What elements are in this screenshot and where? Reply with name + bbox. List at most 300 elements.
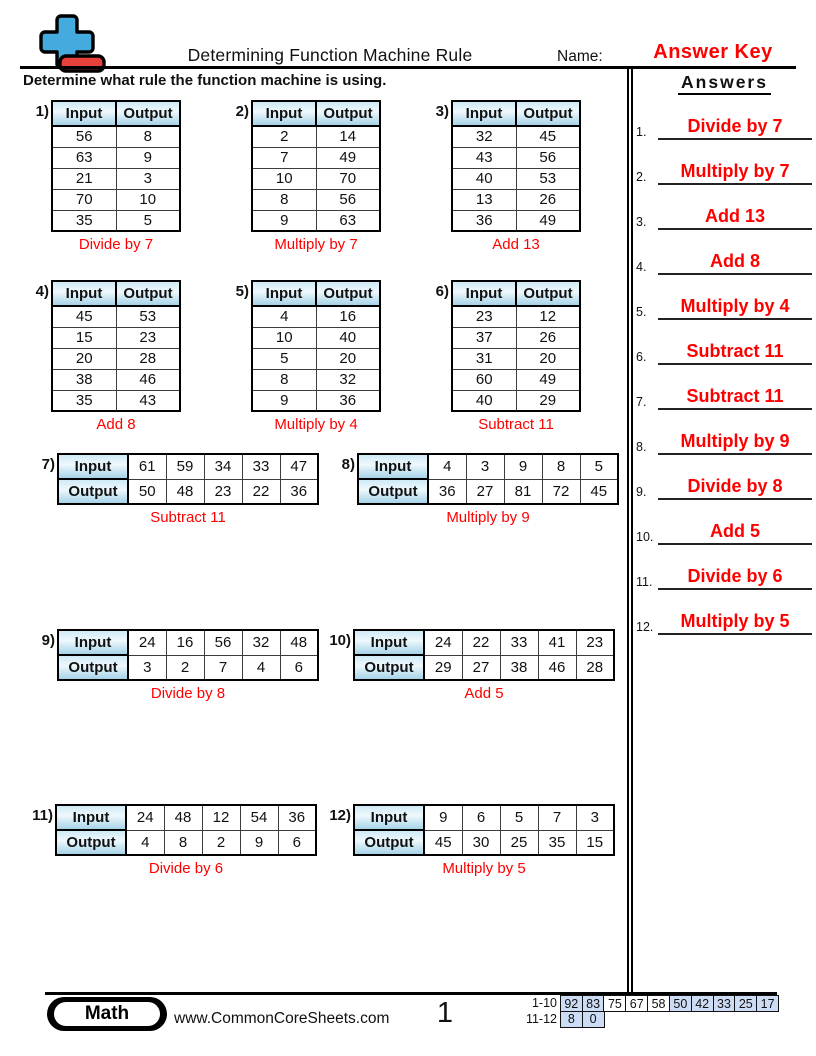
score-cell: 83 (582, 995, 605, 1012)
problem-answer: Divide by 6 (148, 860, 224, 877)
answer-blank-line (658, 198, 812, 230)
score-cell: 58 (647, 995, 670, 1012)
output-header-cell: Output (516, 281, 580, 306)
answer-text: Add 13 (704, 206, 765, 226)
answer-blank-line (658, 333, 812, 365)
output-cell: 32 (316, 369, 380, 390)
problem-answer: Add 5 (464, 685, 504, 702)
input-cell: 43 (452, 147, 516, 168)
table-row (452, 306, 580, 327)
input-cell: 15 (52, 327, 116, 348)
table-row (252, 390, 380, 411)
problem-body (51, 280, 181, 433)
input-header-cell: Input (354, 630, 424, 655)
output-cell: 12 (516, 306, 580, 327)
table-row (452, 147, 580, 168)
output-cell: 48 (166, 479, 204, 504)
output-header-cell: Output (56, 830, 126, 855)
output-header-cell: Output (316, 281, 380, 306)
problem-answer: Multiply by 7 (274, 236, 358, 253)
output-cell: 5 (116, 210, 180, 231)
answer-text: Multiply by 4 (680, 296, 790, 316)
input-cell: 10 (252, 168, 316, 189)
input-cell: 5 (252, 348, 316, 369)
table-row (252, 126, 380, 147)
output-header-cell: Output (116, 101, 180, 126)
function-table (51, 100, 181, 232)
answer-number: 4. (636, 260, 647, 274)
output-cell: 15 (576, 830, 614, 855)
input-header-cell: Input (58, 454, 128, 479)
header-divider-line (20, 66, 796, 69)
answer-item (636, 153, 812, 187)
problem-body (57, 453, 319, 526)
sidebar-divider-line (627, 69, 633, 993)
instruction-text: Determine what rule the function machine is using. (23, 72, 387, 89)
answer-number: 6. (636, 350, 647, 364)
input-row (354, 630, 614, 655)
answer-number: 11. (636, 575, 653, 589)
table-row (252, 306, 380, 327)
answer-text: Subtract 11 (686, 386, 784, 406)
input-cell: 9 (252, 210, 316, 231)
output-row (354, 655, 614, 680)
input-cell: 40 (452, 168, 516, 189)
input-cell: 32 (452, 126, 516, 147)
input-header-cell: Input (52, 101, 116, 126)
problem-body (451, 280, 581, 433)
page-number: 1 (436, 997, 454, 1029)
answer-item (636, 603, 812, 637)
problem-body (451, 100, 581, 253)
answer-number: 9. (636, 485, 647, 499)
problem-answer: Multiply by 4 (274, 416, 358, 433)
score-row-label: 11-12 (525, 1011, 557, 1026)
problem-answer: Divide by 8 (150, 685, 226, 702)
answer-blank-line (658, 108, 812, 140)
problem-body (251, 280, 381, 433)
output-cell: 50 (128, 479, 166, 504)
output-cell: 3 (128, 655, 166, 680)
problem-9 (27, 629, 319, 702)
input-cell: 60 (452, 369, 516, 390)
problem-3 (427, 100, 581, 253)
problem-2 (227, 100, 381, 253)
output-header-cell: Output (354, 655, 424, 680)
function-table (353, 804, 615, 856)
answer-number: 5. (636, 305, 647, 319)
answer-number: 12. (636, 620, 654, 634)
table-row (52, 369, 180, 390)
function-table (57, 629, 319, 681)
output-cell: 16 (316, 306, 380, 327)
problem-12 (323, 804, 615, 877)
input-header-cell: Input (252, 101, 316, 126)
output-row (56, 830, 316, 855)
output-cell: 2 (166, 655, 204, 680)
output-cell: 7 (204, 655, 242, 680)
score-cell: 25 (734, 995, 757, 1012)
problem-7 (27, 453, 319, 526)
table-header-row (452, 101, 580, 126)
function-table (251, 100, 381, 232)
output-cell: 2 (202, 830, 240, 855)
output-cell: 30 (462, 830, 500, 855)
output-cell: 4 (242, 655, 280, 680)
function-table (451, 280, 581, 412)
answer-blank-line (658, 603, 812, 635)
input-cell: 7 (252, 147, 316, 168)
input-cell: 7 (538, 805, 576, 830)
problem-6 (427, 280, 581, 433)
input-header-cell: Input (52, 281, 116, 306)
problem-10 (323, 629, 615, 702)
problem-number: 9) (41, 632, 55, 649)
output-cell: 72 (542, 479, 580, 504)
input-row (358, 454, 618, 479)
table-row (52, 168, 180, 189)
output-cell: 70 (316, 168, 380, 189)
input-cell: 41 (538, 630, 576, 655)
input-cell: 5 (500, 805, 538, 830)
input-cell: 32 (242, 630, 280, 655)
problem-4 (27, 280, 181, 433)
input-cell: 9 (252, 390, 316, 411)
output-cell: 40 (316, 327, 380, 348)
problem-answer: Multiply by 5 (442, 860, 526, 877)
answer-text: Divide by 7 (687, 116, 783, 136)
output-cell: 53 (116, 306, 180, 327)
table-row (452, 189, 580, 210)
table-row (52, 189, 180, 210)
output-cell: 36 (428, 479, 466, 504)
table-row (52, 348, 180, 369)
problem-answer: Divide by 7 (78, 236, 154, 253)
input-cell: 20 (52, 348, 116, 369)
input-cell: 21 (52, 168, 116, 189)
problem-answer: Subtract 11 (150, 509, 226, 526)
answer-blank-line (658, 153, 812, 185)
score-cell: 92 (560, 995, 583, 1012)
answer-item (636, 108, 812, 142)
input-cell: 10 (252, 327, 316, 348)
output-cell: 49 (316, 147, 380, 168)
output-cell: 29 (516, 390, 580, 411)
output-cell: 22 (242, 479, 280, 504)
table-row (252, 348, 380, 369)
input-cell: 4 (428, 454, 466, 479)
input-cell: 8 (252, 189, 316, 210)
table-row (52, 147, 180, 168)
output-cell: 46 (116, 369, 180, 390)
input-cell: 40 (452, 390, 516, 411)
table-row (252, 327, 380, 348)
input-cell: 8 (252, 369, 316, 390)
answer-text: Multiply by 5 (680, 611, 790, 631)
output-cell: 25 (500, 830, 538, 855)
input-cell: 59 (166, 454, 204, 479)
output-cell: 36 (280, 479, 318, 504)
answer-text: Divide by 6 (687, 566, 783, 586)
input-cell: 5 (580, 454, 618, 479)
output-cell: 3 (116, 168, 180, 189)
problem-8 (327, 453, 619, 526)
output-cell: 28 (576, 655, 614, 680)
output-cell: 49 (516, 210, 580, 231)
output-cell: 9 (116, 147, 180, 168)
output-header-cell: Output (516, 101, 580, 126)
answer-blank-line (658, 558, 812, 590)
input-cell: 16 (166, 630, 204, 655)
input-cell: 36 (278, 805, 316, 830)
input-header-cell: Input (58, 630, 128, 655)
input-cell: 56 (204, 630, 242, 655)
input-cell: 35 (52, 210, 116, 231)
output-cell: 20 (516, 348, 580, 369)
output-header-cell: Output (316, 101, 380, 126)
answer-blank-line (658, 468, 812, 500)
function-table (55, 804, 317, 856)
plus-minus-math-icon (30, 12, 108, 74)
problem-number: 7) (41, 456, 55, 473)
output-cell: 29 (424, 655, 462, 680)
output-header-cell: Output (358, 479, 428, 504)
output-row (58, 479, 318, 504)
output-cell: 10 (116, 189, 180, 210)
output-header-cell: Output (58, 655, 128, 680)
input-cell: 12 (202, 805, 240, 830)
output-cell: 6 (278, 830, 316, 855)
input-cell: 37 (452, 327, 516, 348)
table-row (52, 327, 180, 348)
input-row (58, 454, 318, 479)
problem-number: 8) (341, 456, 355, 473)
problem-number: 4) (35, 283, 49, 300)
input-cell: 38 (52, 369, 116, 390)
input-cell: 13 (452, 189, 516, 210)
problem-body (353, 804, 615, 877)
answer-item (636, 198, 812, 232)
input-header-cell: Input (358, 454, 428, 479)
output-cell: 8 (116, 126, 180, 147)
answer-item (636, 378, 812, 412)
input-header-cell: Input (452, 281, 516, 306)
input-cell: 33 (242, 454, 280, 479)
table-row (452, 369, 580, 390)
input-cell: 23 (452, 306, 516, 327)
input-cell: 70 (52, 189, 116, 210)
input-cell: 6 (462, 805, 500, 830)
problem-5 (227, 280, 381, 433)
answer-item (636, 243, 812, 277)
input-cell: 48 (164, 805, 202, 830)
input-cell: 33 (500, 630, 538, 655)
name-value-answer-key: Answer Key (653, 41, 773, 63)
score-cell: 75 (603, 995, 626, 1012)
table-header-row (452, 281, 580, 306)
score-cell: 8 (560, 1011, 583, 1028)
problem-1 (27, 100, 181, 253)
input-cell: 34 (204, 454, 242, 479)
output-cell: 14 (316, 126, 380, 147)
input-cell: 61 (128, 454, 166, 479)
output-cell: 53 (516, 168, 580, 189)
score-cell: 0 (582, 1011, 605, 1028)
answer-number: 1. (636, 125, 647, 139)
answer-item (636, 333, 812, 367)
output-cell: 45 (580, 479, 618, 504)
table-row (252, 369, 380, 390)
output-header-cell: Output (116, 281, 180, 306)
answer-item (636, 288, 812, 322)
output-cell: 45 (424, 830, 462, 855)
table-row (252, 168, 380, 189)
output-cell: 27 (466, 479, 504, 504)
table-row (52, 126, 180, 147)
table-row (452, 126, 580, 147)
answer-number: 7. (636, 395, 647, 409)
output-cell: 6 (280, 655, 318, 680)
answer-blank-line (658, 288, 812, 320)
website-url: www.CommonCoreSheets.com (174, 1010, 390, 1027)
table-row (452, 327, 580, 348)
table-header-row (252, 281, 380, 306)
output-cell: 81 (504, 479, 542, 504)
input-header-cell: Input (252, 281, 316, 306)
problem-number: 2) (235, 103, 249, 120)
subject-badge-label: Math (54, 1002, 160, 1026)
output-cell: 46 (538, 655, 576, 680)
table-row (52, 390, 180, 411)
problem-number: 5) (235, 283, 249, 300)
score-grid (508, 995, 779, 1028)
input-cell: 24 (128, 630, 166, 655)
answer-item (636, 513, 812, 547)
answer-blank-line (658, 513, 812, 545)
output-cell: 43 (116, 390, 180, 411)
output-cell: 56 (316, 189, 380, 210)
function-table (357, 453, 619, 505)
answer-text: Multiply by 7 (680, 161, 790, 181)
score-cell: 50 (669, 995, 692, 1012)
problem-body (251, 100, 381, 253)
problem-number: 3) (435, 103, 449, 120)
output-cell: 36 (316, 390, 380, 411)
output-cell: 26 (516, 327, 580, 348)
problem-body (51, 100, 181, 253)
table-header-row (52, 101, 180, 126)
input-cell: 45 (52, 306, 116, 327)
table-row (452, 168, 580, 189)
answer-blank-line (658, 423, 812, 455)
output-header-cell: Output (58, 479, 128, 504)
name-label: Name: (557, 48, 603, 65)
answer-item (636, 423, 812, 457)
input-row (354, 805, 614, 830)
problem-11 (25, 804, 317, 877)
table-row (252, 189, 380, 210)
answer-number: 3. (636, 215, 647, 229)
input-cell: 31 (452, 348, 516, 369)
output-header-cell: Output (354, 830, 424, 855)
output-cell: 28 (116, 348, 180, 369)
problem-answer: Multiply by 9 (446, 509, 530, 526)
input-header-cell: Input (56, 805, 126, 830)
input-cell: 56 (52, 126, 116, 147)
answer-blank-line (658, 378, 812, 410)
output-cell: 23 (204, 479, 242, 504)
input-cell: 54 (240, 805, 278, 830)
input-cell: 35 (52, 390, 116, 411)
input-cell: 2 (252, 126, 316, 147)
output-cell: 45 (516, 126, 580, 147)
output-cell: 49 (516, 369, 580, 390)
answer-number: 8. (636, 440, 647, 454)
input-cell: 9 (504, 454, 542, 479)
answer-text: Divide by 8 (687, 476, 783, 496)
table-row (452, 390, 580, 411)
score-row (508, 995, 779, 1012)
answer-text: Add 5 (709, 521, 760, 541)
problem-number: 10) (329, 632, 351, 649)
output-row (358, 479, 618, 504)
input-header-cell: Input (452, 101, 516, 126)
answer-number: 2. (636, 170, 647, 184)
input-cell: 8 (542, 454, 580, 479)
output-row (354, 830, 614, 855)
input-cell: 36 (452, 210, 516, 231)
answers-heading: Answers (633, 72, 816, 93)
input-cell: 24 (126, 805, 164, 830)
input-cell: 48 (280, 630, 318, 655)
output-cell: 63 (316, 210, 380, 231)
table-header-row (52, 281, 180, 306)
input-header-cell: Input (354, 805, 424, 830)
output-row (58, 655, 318, 680)
input-row (58, 630, 318, 655)
answer-text: Multiply by 9 (680, 431, 790, 451)
input-cell: 4 (252, 306, 316, 327)
output-cell: 8 (164, 830, 202, 855)
answer-item (636, 468, 812, 502)
problem-number: 1) (35, 103, 49, 120)
function-table (451, 100, 581, 232)
table-row (252, 147, 380, 168)
input-cell: 23 (576, 630, 614, 655)
output-cell: 38 (500, 655, 538, 680)
problem-number: 12) (329, 807, 351, 824)
output-cell: 20 (316, 348, 380, 369)
problem-answer: Add 13 (492, 236, 540, 253)
problem-body (353, 629, 615, 702)
input-cell: 47 (280, 454, 318, 479)
problem-body (57, 629, 319, 702)
input-cell: 24 (424, 630, 462, 655)
input-cell: 22 (462, 630, 500, 655)
answer-blank-line (658, 243, 812, 275)
score-row-label: 1-10 (531, 996, 557, 1010)
table-row (252, 210, 380, 231)
output-cell: 4 (126, 830, 164, 855)
problem-body (357, 453, 619, 526)
table-row (452, 348, 580, 369)
function-table (353, 629, 615, 681)
answer-text: Subtract 11 (686, 341, 784, 361)
input-cell: 63 (52, 147, 116, 168)
problem-answer: Add 8 (96, 416, 136, 433)
score-cell: 67 (625, 995, 648, 1012)
input-row (56, 805, 316, 830)
